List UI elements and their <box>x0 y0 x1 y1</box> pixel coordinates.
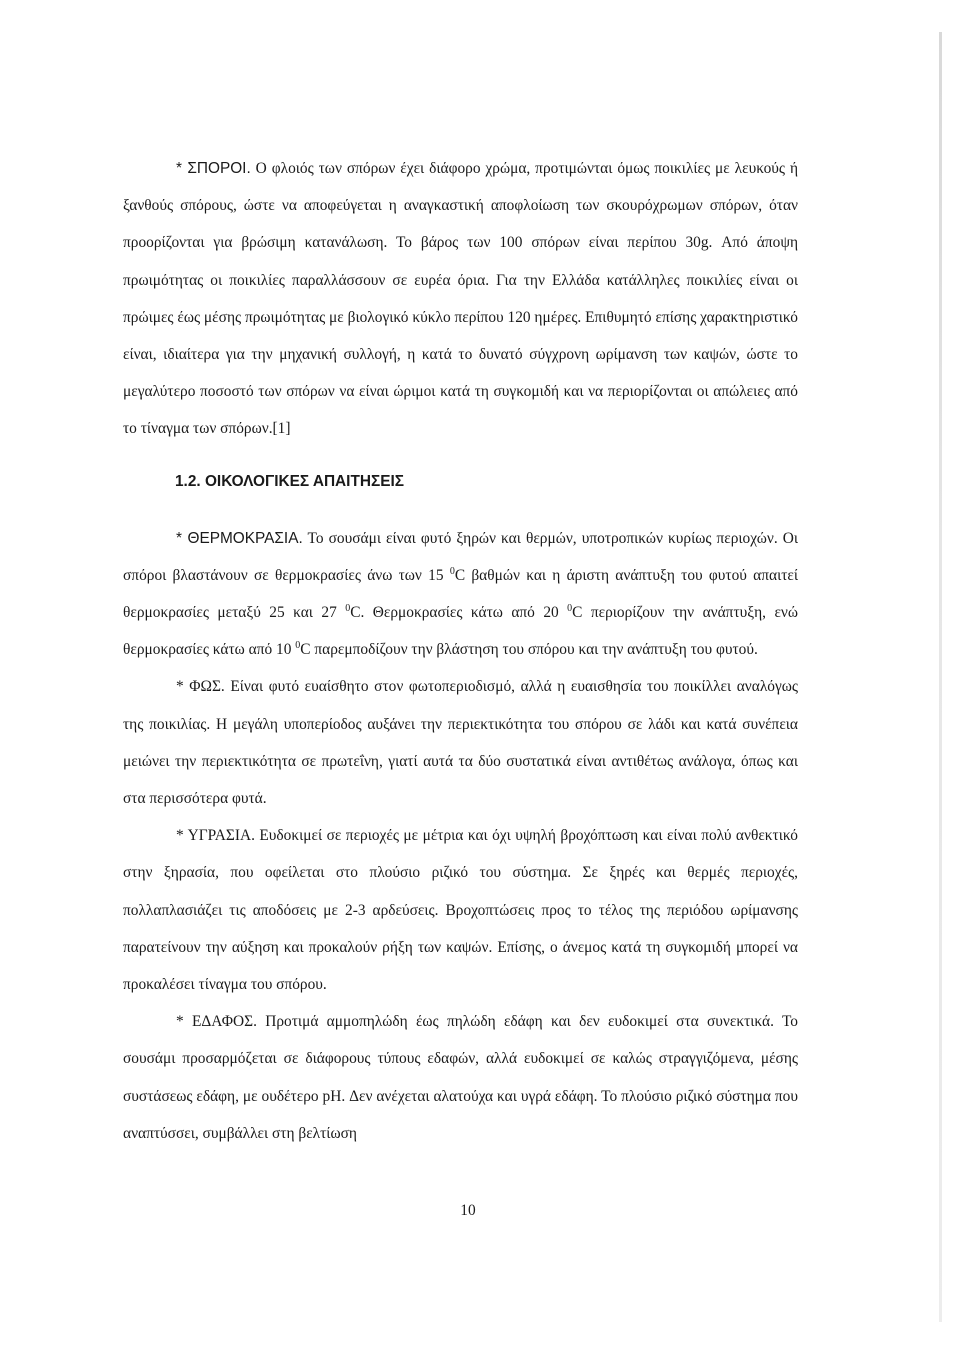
paragraph-label-temperature: * ΘΕΡΜΟΚΡΑΣΙΑ. <box>176 529 303 547</box>
degree-superscript: 0 <box>345 603 351 615</box>
paragraph-text-temperature-5: C παρεμποδίζουν την βλάστηση του σπόρου και την ανάπτυξη του φυτού. <box>300 641 758 659</box>
section-heading: 1.2. ΟΙΚΟΛΟΓΙΚΕΣ ΑΠΑΙΤΗΣΕΙΣ <box>175 472 404 490</box>
paragraph-light <box>123 668 798 817</box>
scan-edge-shadow <box>939 32 942 1322</box>
paragraph-text-seeds: Ο φλοιός των σπόρων έχει διάφορο χρώμα, προτιμώνται όμως ποικιλίες με λευκούς ή ξανθούς σπόρους, ώστε να αποφεύγεται η αναγκαστική αποφλοίωση των σκουρόχρωμων σπόρων, όταν προορίζονται για βρώσιμη κατανάλωση. Το βάρος των 100 σπόρων είναι περίπου 30g. Από άποψη πρωιμότητας οι ποικιλίες παραλλάσσουν σε ευρέα όρια. Για την Ελλάδα κατάλληλες ποικιλίες είναι οι πρώιμες έως μέσης πρωιμότητας με βιολογικό κύκλο περίπου 120 ημέρες. Επιθυμητό επίσης χαρακτηριστικό είναι, ιδιαίτερα για την μηχανική συλλογή, η κατά το δυνατό σύγχρονη ωρίμανση των καψών, ώστε το μεγαλύτερο ποσοστό των σπόρων να είναι ώριμοι κατά τη συγκομιδή και να περιορίζονται οι απώλειες από το τίναγμα των σπόρων.[1] <box>123 160 799 438</box>
paragraph-label-soil: * ΕΔΑΦΟΣ. <box>176 1013 257 1031</box>
paragraph-text-humidity: Ευδοκιμεί σε περιοχές με μέτρια και όχι υψηλή βροχόπτωση και είναι πολύ ανθεκτικό στην ξηρασία, που οφείλεται στο πλούσιο ριζικό του σύστημα. Σε ξηρές και θερμές περιοχές, πολλαπλασιάζει τις αποδόσεις με 2-3 αρδεύσεις. Βροχοπτώσεις προς το τέλος της περιόδου ωρίμανσης παρατείνουν την αύξηση και προκαλούν ρήξη των καψών. Επίσης, ο άνεμος κατά τη συγκομιδή μπορεί να προκαλέσει τίναγμα του σπόρου. <box>123 827 798 994</box>
paragraph-text-soil: Προτιμά αμμοπηλώδη έως πηλώδη εδάφη και δεν ευδοκιμεί στα συνεκτικά. Το σουσάμι προσαρμόζεται σε διάφορους τύπους εδαφών, αλλά ευδοκιμεί σε καλώς στραγγιζόμενα, μέσης συστάσεως εδάφη, με ουδέτερο pH. Δεν ανέχεται αλατούχα και υγρά εδάφη. Το πλούσιο ριζικό σύστημα που αναπτύσσει, συμβάλλει στη βελτίωση <box>123 1013 798 1142</box>
paragraph-text-temperature-1: Το σουσάμι είναι φυτό ξηρών και θερμών, υποτροπικών κυρίως περιοχών. Οι σπόροι βλαστάνουν σε θερμοκρασίες άνω των 15 <box>123 529 798 584</box>
paragraph-seeds <box>123 150 798 448</box>
paragraph-text-temperature-3: C. Θερμοκρασίες κάτω από 20 <box>350 604 568 622</box>
degree-superscript: 0 <box>449 565 455 577</box>
paragraph-text-temperature-4: C περιορίζουν την ανάπτυξη, ενώ θερμοκρασίες κάτω από 10 <box>123 604 798 659</box>
paragraph-temperature <box>123 520 798 669</box>
degree-superscript: 0 <box>567 603 573 615</box>
paragraph-label-seeds: * ΣΠΟΡΟΙ. <box>176 160 251 177</box>
page-number: 10 <box>460 1202 476 1219</box>
degree-superscript: 0 <box>295 640 301 652</box>
paragraph-humidity <box>123 817 798 1003</box>
paragraph-label-light: * ΦΩΣ. <box>176 678 225 696</box>
document-page <box>123 150 798 1152</box>
paragraph-soil <box>123 1003 798 1152</box>
paragraph-text-temperature-2: C βαθμών και η άριστη ανάπτυξη του φυτού απαιτεί θερμοκρασίες μεταξύ 25 και 27 <box>123 566 798 622</box>
paragraph-label-humidity: * ΥΓΡΑΣΙΑ. <box>176 827 255 845</box>
paragraph-text-light: Είναι φυτό ευαίσθητο στον φωτοπεριοδισμό, αλλά η ευαισθησία του ποικίλλει αναλόγως της ποικιλίας. Η μεγάλη υποπερίοδος αυξάνει την περιεκτικότητα του σπόρου σε λάδι και κατά συνέπεια μειώνει την περιεκτικότητα σε πρωτεΐνη, γιατί αυτά τα δύο συστατικά είναι αντιθέτως ανάλογα, όπως και στα περισσότερα φυτά. <box>123 678 798 808</box>
